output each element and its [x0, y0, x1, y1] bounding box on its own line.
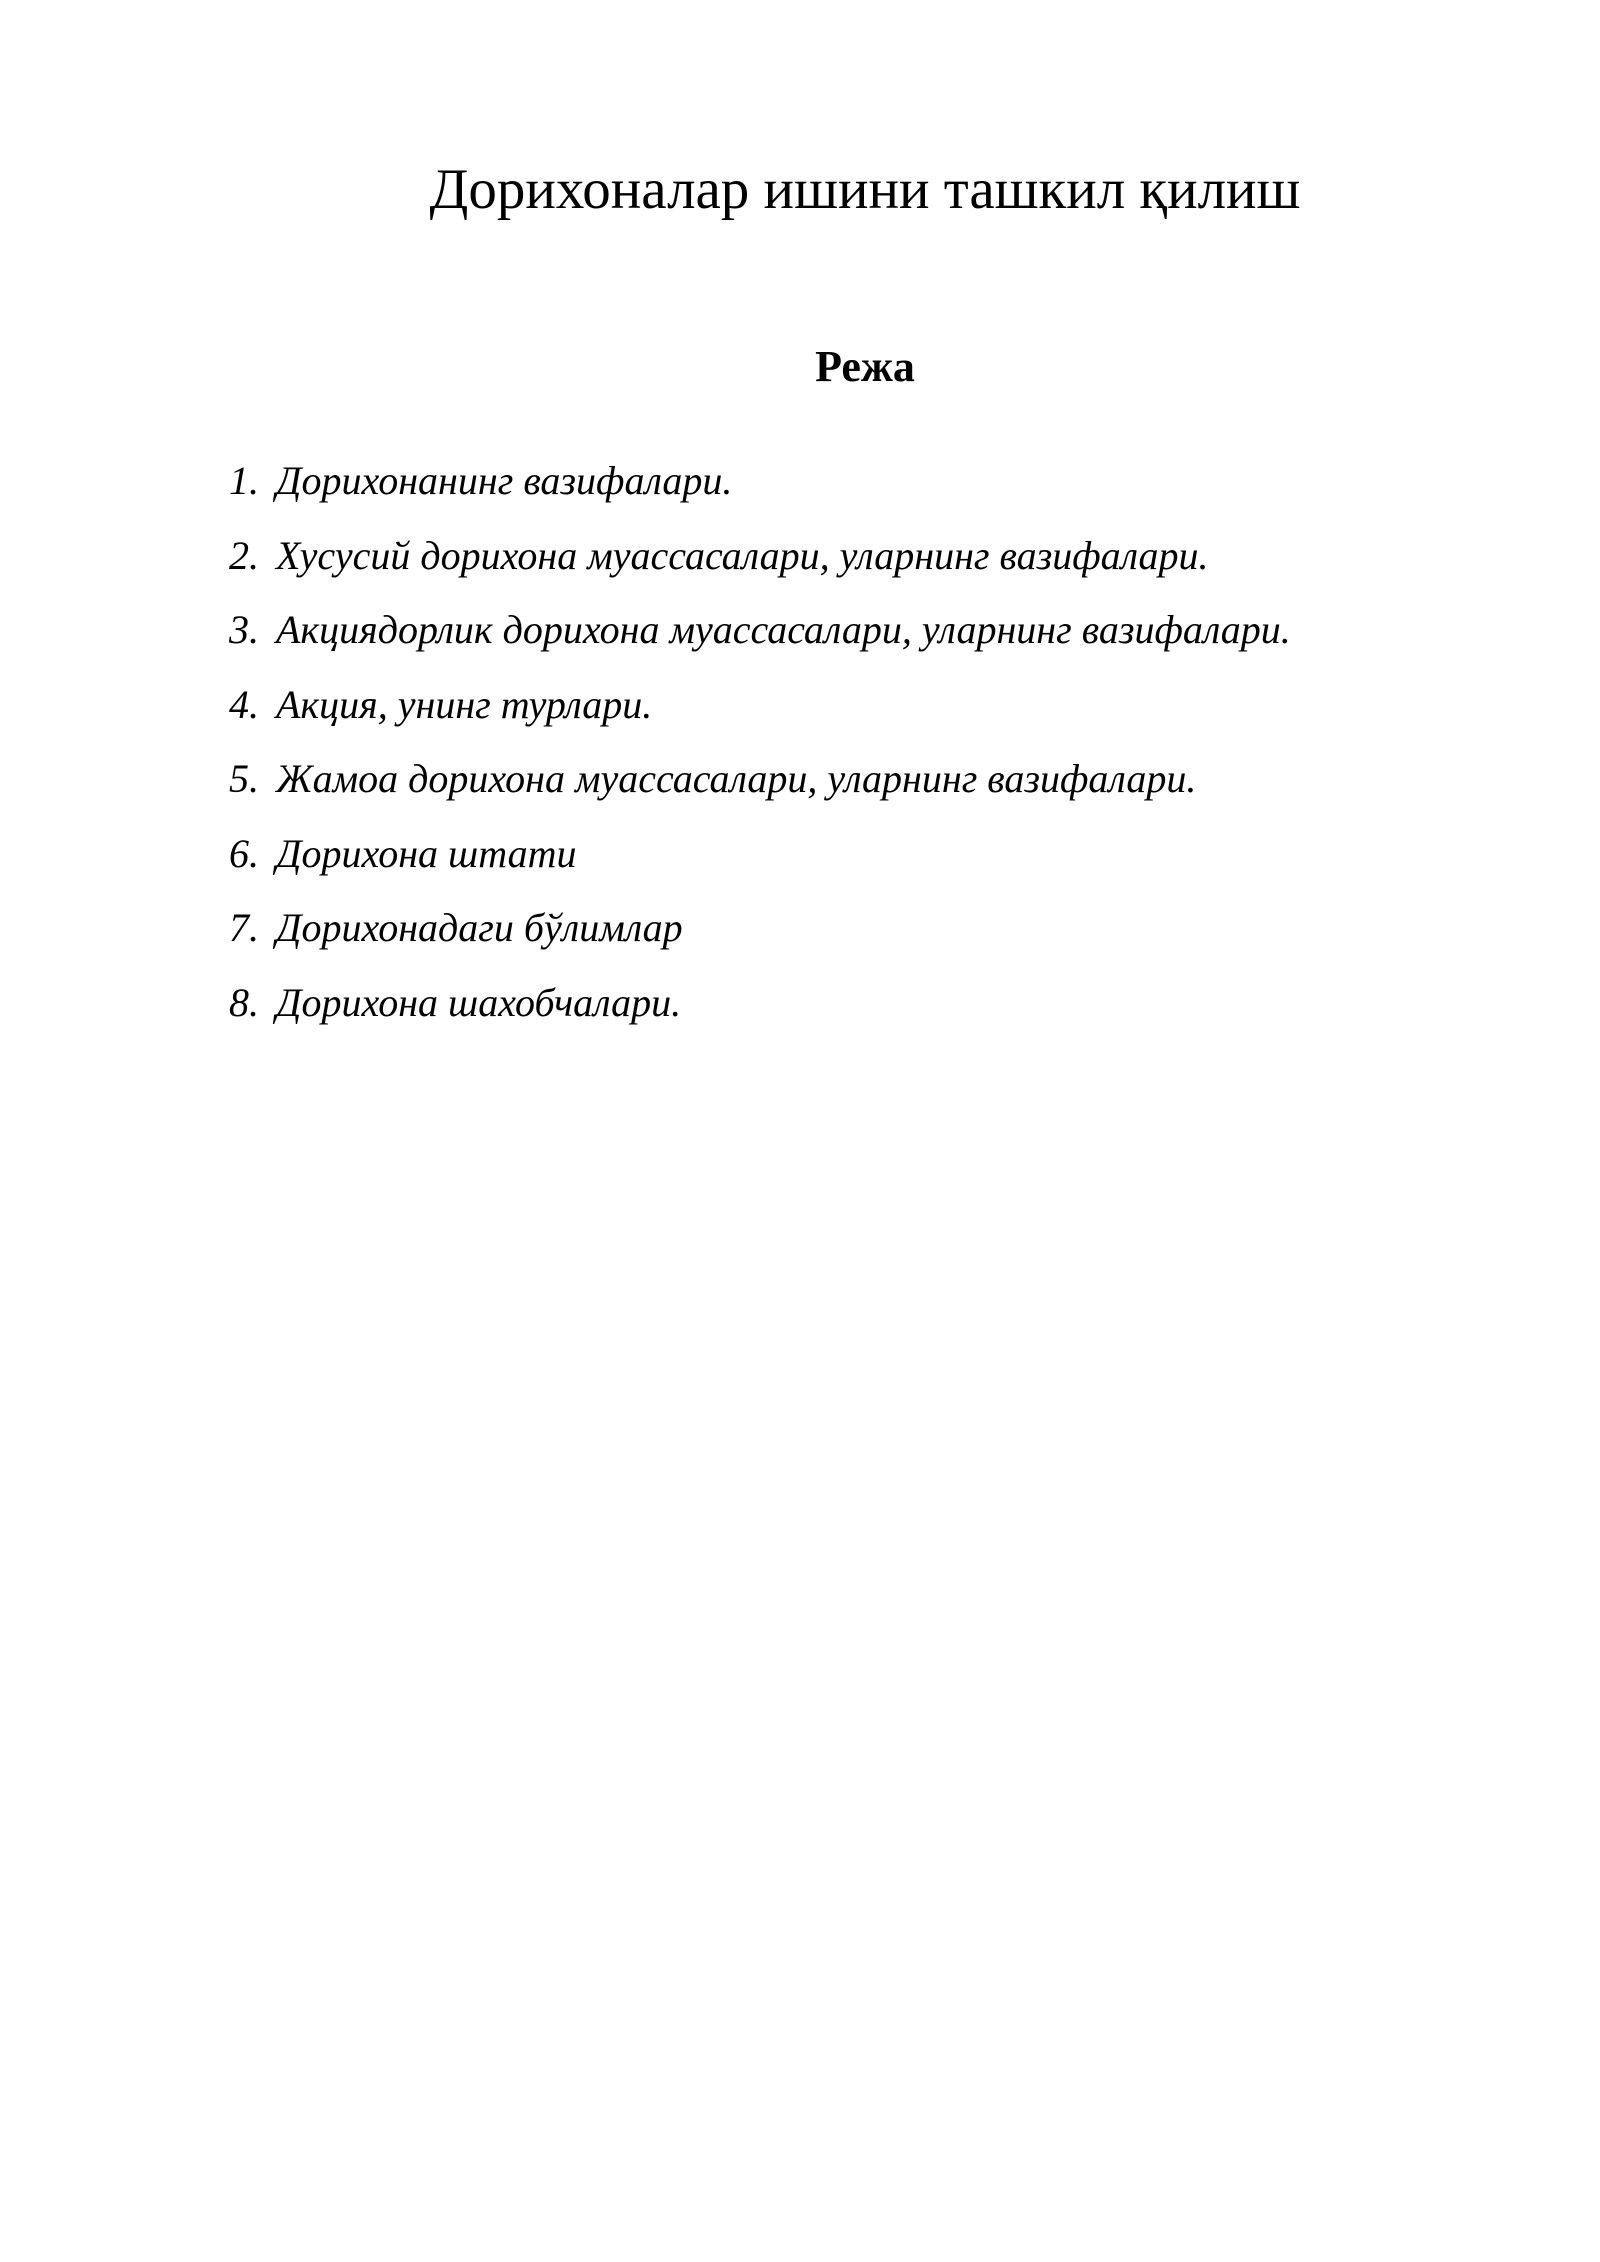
plan-item — [229, 978, 1291, 1053]
plan-item-text: Дорихонанинг вазифалари. — [276, 458, 733, 503]
plan-item — [229, 829, 1291, 904]
plan-item-text: Дорихонадаги бўлимлар — [276, 905, 683, 950]
plan-item-number: 8. — [229, 979, 259, 1025]
plan-item-number: 2. — [229, 532, 259, 578]
plan-item-number: 7. — [229, 905, 259, 950]
plan-item-text: Акциядорлик дорихона муассасалари, уларнинг вазифалари. — [276, 607, 1291, 652]
plan-item-number: 3. — [229, 607, 259, 652]
plan-item-number: 4. — [229, 681, 259, 727]
plan-item — [229, 456, 1291, 531]
plan-item-number: 1. — [229, 458, 259, 503]
plan-heading: Режа — [815, 342, 915, 391]
plan-item — [229, 680, 1291, 755]
plan-item-text: Дорихона шахобчалари. — [276, 979, 682, 1025]
plan-item-text: Акция, унинг турлари. — [276, 681, 653, 727]
plan-item-text: Дорихона штати — [276, 830, 577, 876]
plan-item — [229, 605, 1291, 680]
plan-item-text: Жамоа дорихона муассасалари, уларнинг вазифалари. — [276, 756, 1197, 801]
plan-item — [229, 531, 1291, 606]
plan-item-number: 5. — [229, 756, 259, 801]
document-title: Дорихоналар ишини ташкил қилиш — [429, 158, 1301, 221]
plan-item-number: 6. — [229, 830, 259, 876]
plan-item-text: Хусусий дорихона муассасалари, уларнинг вазифалари. — [276, 532, 1209, 578]
plan-item — [229, 903, 1291, 978]
plan-item — [229, 754, 1291, 829]
plan-list — [229, 456, 1291, 1052]
